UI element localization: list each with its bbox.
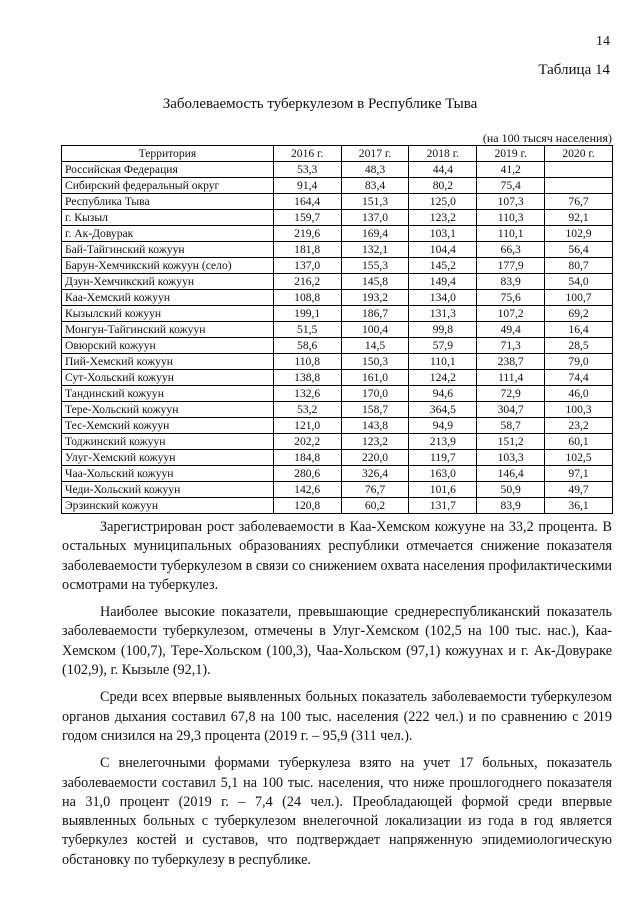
value-cell: 53,2 bbox=[273, 402, 341, 418]
value-cell: 132,1 bbox=[341, 242, 409, 258]
table-row bbox=[62, 274, 613, 290]
territory-cell: г. Ак-Довурак bbox=[62, 226, 274, 242]
value-cell: 69,2 bbox=[545, 306, 613, 322]
territory-cell: г. Кызыл bbox=[62, 210, 274, 226]
value-cell: 199,1 bbox=[273, 306, 341, 322]
incidence-table bbox=[61, 145, 613, 514]
territory-cell: Чаа-Хольский кожуун bbox=[62, 466, 274, 482]
territory-cell: Улуг-Хемский кожуун bbox=[62, 450, 274, 466]
value-cell: 125,0 bbox=[409, 194, 477, 210]
table-row bbox=[62, 162, 613, 178]
value-cell: 110,1 bbox=[409, 354, 477, 370]
value-cell: 41,2 bbox=[477, 162, 545, 178]
value-cell: 131,3 bbox=[409, 306, 477, 322]
value-cell: 177,9 bbox=[477, 258, 545, 274]
territory-cell: Барун-Хемчикский кожуун (село) bbox=[62, 258, 274, 274]
value-cell: 161,0 bbox=[341, 370, 409, 386]
value-cell: 107,3 bbox=[477, 194, 545, 210]
table-row bbox=[62, 226, 613, 242]
value-cell: 36,1 bbox=[545, 498, 613, 514]
column-header: 2019 г. bbox=[477, 146, 545, 162]
table-row bbox=[62, 434, 613, 450]
value-cell: 100,4 bbox=[341, 322, 409, 338]
table-row bbox=[62, 306, 613, 322]
table-row bbox=[62, 258, 613, 274]
value-cell: 181,8 bbox=[273, 242, 341, 258]
value-cell: 186,7 bbox=[341, 306, 409, 322]
table-row bbox=[62, 498, 613, 514]
value-cell: 14,5 bbox=[341, 338, 409, 354]
territory-cell: Пий-Хемский кожуун bbox=[62, 354, 274, 370]
table-row bbox=[62, 450, 613, 466]
page-number: 14 bbox=[596, 34, 610, 49]
value-cell: 103,1 bbox=[409, 226, 477, 242]
value-cell: 108,8 bbox=[273, 290, 341, 306]
table-row bbox=[62, 194, 613, 210]
value-cell: 28,5 bbox=[545, 338, 613, 354]
value-cell: 71,3 bbox=[477, 338, 545, 354]
value-cell: 142,6 bbox=[273, 482, 341, 498]
value-cell: 146,4 bbox=[477, 466, 545, 482]
territory-cell: Дзун-Хемчикский кожуун bbox=[62, 274, 274, 290]
column-header: Территория bbox=[62, 146, 274, 162]
table-row bbox=[62, 386, 613, 402]
value-cell: 100,7 bbox=[545, 290, 613, 306]
territory-cell: Кызылский кожуун bbox=[62, 306, 274, 322]
value-cell: 80,2 bbox=[409, 178, 477, 194]
value-cell: 50,9 bbox=[477, 482, 545, 498]
value-cell: 94,6 bbox=[409, 386, 477, 402]
value-cell: 155,3 bbox=[341, 258, 409, 274]
table-row bbox=[62, 418, 613, 434]
value-cell: 58,7 bbox=[477, 418, 545, 434]
value-cell: 119,7 bbox=[409, 450, 477, 466]
value-cell: 97,1 bbox=[545, 466, 613, 482]
territory-cell: Бай-Тайгинский кожуун bbox=[62, 242, 274, 258]
value-cell: 138,8 bbox=[273, 370, 341, 386]
value-cell: 137,0 bbox=[273, 258, 341, 274]
value-cell: 102,5 bbox=[545, 450, 613, 466]
value-cell: 216,2 bbox=[273, 274, 341, 290]
table-row bbox=[62, 178, 613, 194]
value-cell: 169,4 bbox=[341, 226, 409, 242]
table-row bbox=[62, 482, 613, 498]
value-cell: 110,8 bbox=[273, 354, 341, 370]
territory-cell: Российская Федерация bbox=[62, 162, 274, 178]
territory-cell: Тоджинский кожуун bbox=[62, 434, 274, 450]
table-row bbox=[62, 354, 613, 370]
value-cell: 23,2 bbox=[545, 418, 613, 434]
value-cell: 120,8 bbox=[273, 498, 341, 514]
value-cell: 104,4 bbox=[409, 242, 477, 258]
value-cell: 326,4 bbox=[341, 466, 409, 482]
paragraph: Зарегистрирован рост заболеваемости в Каа-Хемском кожууне на 33,2 процента. В остальных муниципальных образованиях республики отмечается снижение показателя заболеваемости туберкулезом в связи со снижением охвата населения профилактическими осмотрами на туберкулез. bbox=[62, 519, 612, 593]
value-cell: 193,2 bbox=[341, 290, 409, 306]
value-cell: 219,6 bbox=[273, 226, 341, 242]
value-cell: 220,0 bbox=[341, 450, 409, 466]
value-cell: 170,0 bbox=[341, 386, 409, 402]
value-cell: 151,2 bbox=[477, 434, 545, 450]
value-cell: 56,4 bbox=[545, 242, 613, 258]
value-cell: 131,7 bbox=[409, 498, 477, 514]
value-cell: 51,5 bbox=[273, 322, 341, 338]
value-cell: 48,3 bbox=[341, 162, 409, 178]
value-cell: 202,2 bbox=[273, 434, 341, 450]
table-row bbox=[62, 210, 613, 226]
value-cell: 75,4 bbox=[477, 178, 545, 194]
value-cell: 151,3 bbox=[341, 194, 409, 210]
territory-cell: Тандинский кожуун bbox=[62, 386, 274, 402]
column-header: 2018 г. bbox=[409, 146, 477, 162]
value-cell: 158,7 bbox=[341, 402, 409, 418]
paragraph: Среди всех впервые выявленных больных показатель заболеваемости туберкулезом органов дыхания составил 67,8 на 100 тыс. населения (222 чел.) и по сравнению с 2019 годом снизился на 29,3 процента (2019 г. – 95,9 (311 чел.). bbox=[62, 689, 612, 744]
body-text bbox=[62, 518, 612, 878]
value-cell: 238,7 bbox=[477, 354, 545, 370]
value-cell: 83,4 bbox=[341, 178, 409, 194]
value-cell: 111,4 bbox=[477, 370, 545, 386]
value-cell: 49,4 bbox=[477, 322, 545, 338]
value-cell bbox=[545, 178, 613, 194]
value-cell: 163,0 bbox=[409, 466, 477, 482]
territory-cell: Овюрский кожуун bbox=[62, 338, 274, 354]
table-row bbox=[62, 402, 613, 418]
units-note: (на 100 тысяч населения) bbox=[482, 131, 612, 145]
value-cell: 132,6 bbox=[273, 386, 341, 402]
value-cell: 94,9 bbox=[409, 418, 477, 434]
table-row bbox=[62, 242, 613, 258]
value-cell: 213,9 bbox=[409, 434, 477, 450]
table-title: Заболеваемость туберкулезом в Республике Тыва bbox=[162, 96, 478, 112]
value-cell: 57,9 bbox=[409, 338, 477, 354]
value-cell: 159,7 bbox=[273, 210, 341, 226]
territory-cell: Монгун-Тайгинский кожуун bbox=[62, 322, 274, 338]
column-header: 2020 г. bbox=[545, 146, 613, 162]
value-cell: 134,0 bbox=[409, 290, 477, 306]
value-cell: 137,0 bbox=[341, 210, 409, 226]
table-label: Таблица 14 bbox=[538, 62, 610, 78]
value-cell: 53,3 bbox=[273, 162, 341, 178]
value-cell: 110,1 bbox=[477, 226, 545, 242]
value-cell: 123,2 bbox=[409, 210, 477, 226]
value-cell: 76,7 bbox=[545, 194, 613, 210]
value-cell: 44,4 bbox=[409, 162, 477, 178]
value-cell: 80,7 bbox=[545, 258, 613, 274]
value-cell: 99,8 bbox=[409, 322, 477, 338]
territory-cell: Тес-Хемский кожуун bbox=[62, 418, 274, 434]
value-cell: 76,7 bbox=[341, 482, 409, 498]
paragraph: С внелегочными формами туберкулеза взято на учет 17 больных, показатель заболеваемости составил 5,1 на 100 тыс. населения, что ниже прошлогоднего показателя на 31,0 процент (2019 г. – 7,4 (24 чел.). Преобладающей формой среди впервые выявленных больных с туберкулезом внелегочной локализации из года в год является туберкулез костей и суставов, что подтверждает напряженную эпидемиологическую обстановку по туберкулезу в республике. bbox=[62, 755, 612, 868]
table-row bbox=[62, 370, 613, 386]
value-cell: 110,3 bbox=[477, 210, 545, 226]
value-cell: 66,3 bbox=[477, 242, 545, 258]
territory-cell: Чеди-Хольский кожуун bbox=[62, 482, 274, 498]
value-cell: 58,6 bbox=[273, 338, 341, 354]
table-row bbox=[62, 338, 613, 354]
table-row bbox=[62, 322, 613, 338]
value-cell: 72,9 bbox=[477, 386, 545, 402]
value-cell: 364,5 bbox=[409, 402, 477, 418]
table-row bbox=[62, 290, 613, 306]
value-cell: 60,2 bbox=[341, 498, 409, 514]
value-cell: 304,7 bbox=[477, 402, 545, 418]
value-cell: 184,8 bbox=[273, 450, 341, 466]
value-cell: 75,6 bbox=[477, 290, 545, 306]
value-cell: 79,0 bbox=[545, 354, 613, 370]
territory-cell: Сибирский федеральный округ bbox=[62, 178, 274, 194]
value-cell: 280,6 bbox=[273, 466, 341, 482]
value-cell: 145,8 bbox=[341, 274, 409, 290]
value-cell: 100,3 bbox=[545, 402, 613, 418]
value-cell: 102,9 bbox=[545, 226, 613, 242]
value-cell: 16,4 bbox=[545, 322, 613, 338]
value-cell: 91,4 bbox=[273, 178, 341, 194]
value-cell: 124,2 bbox=[409, 370, 477, 386]
value-cell: 101,6 bbox=[409, 482, 477, 498]
table-header-row bbox=[62, 146, 613, 162]
table-row bbox=[62, 466, 613, 482]
territory-cell: Республика Тыва bbox=[62, 194, 274, 210]
value-cell: 103,3 bbox=[477, 450, 545, 466]
value-cell: 145,2 bbox=[409, 258, 477, 274]
value-cell: 54,0 bbox=[545, 274, 613, 290]
territory-cell: Каа-Хемский кожуун bbox=[62, 290, 274, 306]
value-cell: 123,2 bbox=[341, 434, 409, 450]
territory-cell: Тере-Хольский кожуун bbox=[62, 402, 274, 418]
value-cell: 74,4 bbox=[545, 370, 613, 386]
column-header: 2017 г. bbox=[341, 146, 409, 162]
value-cell: 149,4 bbox=[409, 274, 477, 290]
value-cell: 60,1 bbox=[545, 434, 613, 450]
value-cell: 92,1 bbox=[545, 210, 613, 226]
value-cell: 150,3 bbox=[341, 354, 409, 370]
territory-cell: Эрзинский кожуун bbox=[62, 498, 274, 514]
value-cell bbox=[545, 162, 613, 178]
value-cell: 46,0 bbox=[545, 386, 613, 402]
table-body bbox=[62, 162, 613, 514]
value-cell: 107,2 bbox=[477, 306, 545, 322]
value-cell: 143,8 bbox=[341, 418, 409, 434]
territory-cell: Сут-Хольский кожуун bbox=[62, 370, 274, 386]
value-cell: 83,9 bbox=[477, 274, 545, 290]
value-cell: 49,7 bbox=[545, 482, 613, 498]
column-header: 2016 г. bbox=[273, 146, 341, 162]
value-cell: 83,9 bbox=[477, 498, 545, 514]
value-cell: 121,0 bbox=[273, 418, 341, 434]
value-cell: 164,4 bbox=[273, 194, 341, 210]
paragraph: Наиболее высокие показатели, превышающие среднереспубликанский показатель заболеваемости туберкулезом, отмечены в Улуг-Хемском (102,5 на 100 тыс. нас.), Каа-Хемском (100,7), Тере-Хольском (100,3), Чаа-Хольском (97,1) кожуунах и г. Ак-Довураке (102,9), г. Кызыле (92,1). bbox=[62, 604, 612, 679]
